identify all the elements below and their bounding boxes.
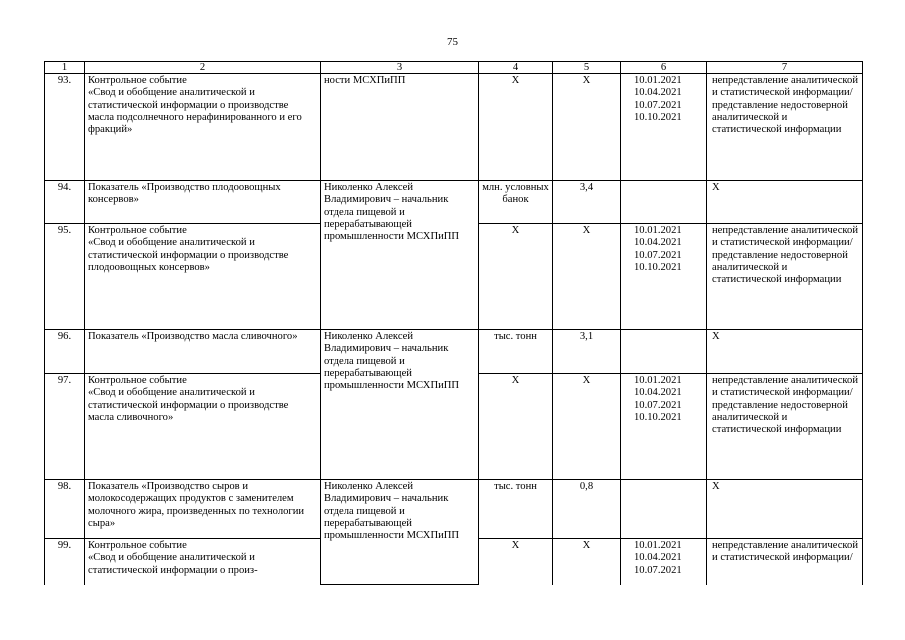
table-row <box>45 181 863 224</box>
row-risk: Х <box>707 330 863 374</box>
row-value: 3,4 <box>553 181 621 224</box>
table-row <box>45 74 863 181</box>
row-risk: непредставление аналитической и статистической информации/ <box>707 539 863 585</box>
row-unit: Х <box>479 74 553 181</box>
row-number: 96. <box>45 330 85 374</box>
row-value: Х <box>553 224 621 330</box>
row-number: 97. <box>45 374 85 480</box>
page-number: 75 <box>447 36 458 48</box>
row-value: Х <box>553 374 621 480</box>
column-header: 5 <box>553 62 621 74</box>
row-unit: Х <box>479 374 553 480</box>
row-unit: Х <box>479 224 553 330</box>
row-responsible: Николенко Алексей Владимирович – начальник отдела пищевой и перерабатывающей промышленности МСХПиПП <box>321 330 479 480</box>
column-header: 6 <box>621 62 707 74</box>
row-unit: тыс. тонн <box>479 330 553 374</box>
activity-table <box>44 61 863 585</box>
row-number: 94. <box>45 181 85 224</box>
row-number: 93. <box>45 74 85 181</box>
row-name: Контрольное событие «Свод и обобщение аналитической и статистической информации о производстве масла подсолнечного нерафинированного и его фракций» <box>85 74 321 181</box>
row-dates <box>621 480 707 539</box>
column-header: 7 <box>707 62 863 74</box>
row-dates: 10.01.2021 10.04.2021 10.07.2021 10.10.2021 <box>621 74 707 181</box>
row-risk: непредставление аналитической и статистической информации/ представление недостоверной аналитической и статистической информации <box>707 224 863 330</box>
row-responsible: Николенко Алексей Владимирович – начальник отдела пищевой и перерабатывающей промышленности МСХПиПП <box>321 480 479 585</box>
row-dates: 10.01.2021 10.04.2021 10.07.2021 10.10.2021 <box>621 374 707 480</box>
row-risk: Х <box>707 480 863 539</box>
row-dates: 10.01.2021 10.04.2021 10.07.2021 <box>621 539 707 585</box>
row-number: 95. <box>45 224 85 330</box>
table-row <box>45 330 863 374</box>
table-row <box>45 480 863 539</box>
row-name: Показатель «Производство масла сливочного» <box>85 330 321 374</box>
row-value: 0,8 <box>553 480 621 539</box>
row-name: Контрольное событие «Свод и обобщение аналитической и статистической информации о производстве масла сливочного» <box>85 374 321 480</box>
row-dates: 10.01.2021 10.04.2021 10.07.2021 10.10.2021 <box>621 224 707 330</box>
row-value: Х <box>553 539 621 585</box>
row-name: Показатель «Производство сыров и молокосодержащих продуктов с заменителем молочного жира, произведенных по технологии сыра» <box>85 480 321 539</box>
row-name: Контрольное событие «Свод и обобщение аналитической и статистической информации о производстве плодоовощных консервов» <box>85 224 321 330</box>
row-risk: непредставление аналитической и статистической информации/ представление недостоверной аналитической и статистической информации <box>707 374 863 480</box>
row-unit: тыс. тонн <box>479 480 553 539</box>
header-row <box>45 62 863 74</box>
column-header: 3 <box>321 62 479 74</box>
row-risk: Х <box>707 181 863 224</box>
row-number: 98. <box>45 480 85 539</box>
row-number: 99. <box>45 539 85 585</box>
row-value: Х <box>553 74 621 181</box>
row-responsible: Николенко Алексей Владимирович – начальник отдела пищевой и перерабатывающей промышленности МСХПиПП <box>321 181 479 330</box>
column-header: 2 <box>85 62 321 74</box>
row-responsible: ности МСХПиПП <box>321 74 479 181</box>
row-dates <box>621 330 707 374</box>
row-name: Контрольное событие «Свод и обобщение аналитической и статистической информации о произ- <box>85 539 321 585</box>
column-header: 1 <box>45 62 85 74</box>
column-header: 4 <box>479 62 553 74</box>
row-unit: млн. условных банок <box>479 181 553 224</box>
row-dates <box>621 181 707 224</box>
row-name: Показатель «Производство плодоовощных консервов» <box>85 181 321 224</box>
row-unit: Х <box>479 539 553 585</box>
row-value: 3,1 <box>553 330 621 374</box>
row-risk: непредставление аналитической и статистической информации/ представление недостоверной аналитической и статистической информации <box>707 74 863 181</box>
